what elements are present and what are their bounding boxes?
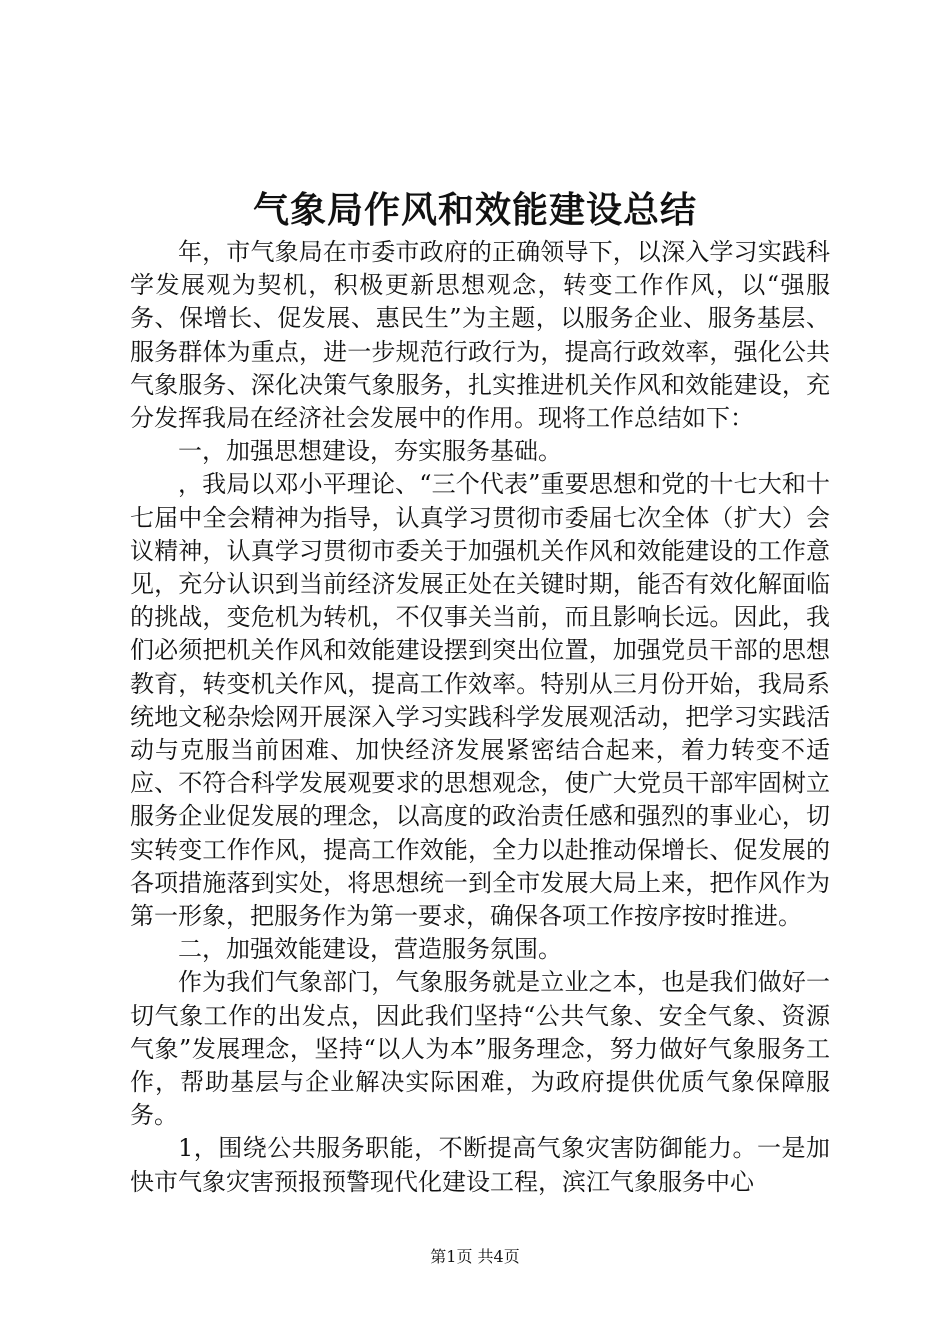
document-body: [130, 236, 830, 1199]
paragraph-item-1: 1，围绕公共服务职能，不断提高气象灾害防御能力。一是加快市气象灾害预报预警现代化建设工程，滨江气象服务中心: [130, 1134, 830, 1196]
section-heading-2: 二，加强效能建设，营造服务氛围。: [178, 935, 562, 964]
section-heading-1: 一，加强思想建设，夯实服务基础。: [178, 437, 562, 466]
document-title: 气象局作风和效能建设总结: [252, 189, 697, 231]
paragraph-intro: 年，市气象局在市委市政府的正确领导下，以深入学习实践科学发展观为契机，积极更新思想观念，转变工作作风，以“强服务、保增长、促发展、惠民生”为主题，以服务企业、服务基层、服务群体为重点，进一步规范行政行为，提高行政效率，强化公共气象服务、深化决策气象服务，扎实推进机关作风和效能建设，充分发挥我局在经济社会发展中的作用。现将工作总结如下：: [130, 238, 830, 433]
paragraph-section-1: ，我局以邓小平理论、“三个代表”重要思想和党的十七大和十七届中全会精神为指导，认真学习贯彻市委届七次全体（扩大）会议精神，认真学习贯彻市委关于加强机关作风和效能建设的工作意见，充分认识到当前经济发展正处在关键时期，能否有效化解面临的挑战，变危机为转机，不仅事关当前，而且影响长远。因此，我们必须把机关作风和效能建设摆到突出位置，加强党员干部的思想教育，转变机关作风，提高工作效率。特别从三月份开始，我局系统地文秘杂烩网开展深入学习实践科学发展观活动，把学习实践活动与克服当前困难、加快经济发展紧密结合起来，着力转变不适应、不符合科学发展观要求的思想观念，使广大党员干部牢固树立服务企业促发展的理念，以高度的政治责任感和强烈的事业心，切实转变工作作风，提高工作效能，全力以赴推动保增长、促发展的各项措施落到实处，将思想统一到全市发展大局上来，把作风作为第一形象，把服务作为第一要求，确保各项工作按序按时推进。: [130, 470, 830, 931]
paragraph-section-2: 作为我们气象部门，气象服务就是立业之本，也是我们做好一切气象工作的出发点，因此我们坚持“公共气象、安全气象、资源气象”发展理念，坚持“以人为本”服务理念，努力做好气象服务工作，帮助基层与企业解决实际困难，为政府提供优质气象保障服务。: [130, 968, 830, 1130]
page-number-footer: 第1页 共4页: [430, 1247, 520, 1266]
